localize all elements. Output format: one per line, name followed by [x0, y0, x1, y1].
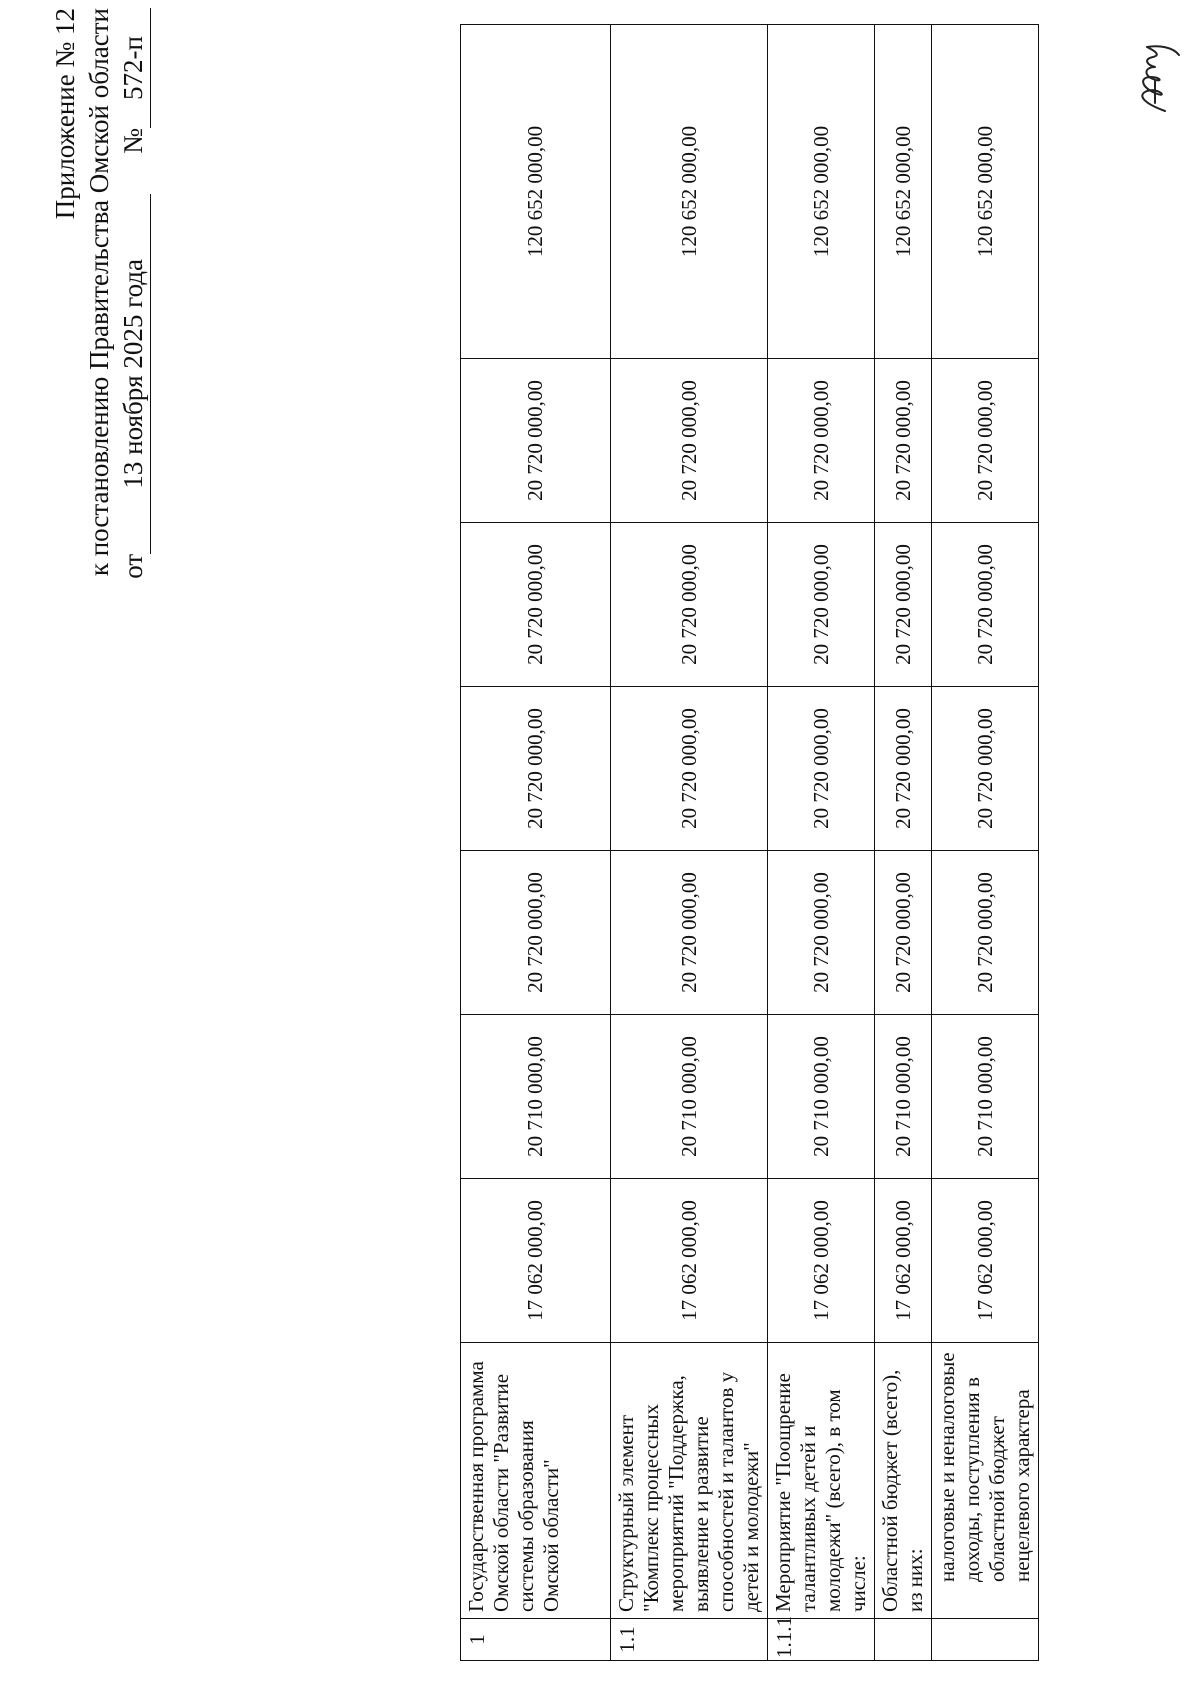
row-name: Областной бюджет (всего), из них: [875, 1343, 932, 1619]
value-cell: 20 720 000,00 [768, 523, 875, 687]
value-cell-total: 120 652 000,00 [768, 25, 875, 359]
value-cell: 17 062 000,00 [768, 1179, 875, 1343]
resolution-date: 13 ноября 2025 года [116, 194, 151, 554]
value-cell-total: 120 652 000,00 [932, 25, 1039, 359]
row-name: Мероприятие "Поощрение талантливых детей и молодежи" (всего), в том числе: [768, 1343, 875, 1619]
value-cell: 20 720 000,00 [768, 359, 875, 523]
value-cell: 20 720 000,00 [932, 687, 1039, 851]
value-cell: 20 720 000,00 [875, 851, 932, 1015]
value-cell: 20 720 000,00 [932, 523, 1039, 687]
value-cell: 20 720 000,00 [768, 687, 875, 851]
value-cell: 20 720 000,00 [768, 851, 875, 1015]
value-cell: 20 720 000,00 [461, 523, 611, 687]
date-number-line [116, 8, 151, 828]
value-cell: 20 710 000,00 [768, 1015, 875, 1179]
value-cell: 20 710 000,00 [461, 1015, 611, 1179]
date-prefix: от [118, 553, 148, 579]
value-cell: 17 062 000,00 [932, 1179, 1039, 1343]
document-header [48, 8, 151, 828]
value-cell-total: 120 652 000,00 [611, 25, 768, 359]
row-number: 1.1 [611, 1619, 768, 1661]
table-row [611, 25, 768, 1661]
row-name: Государственная программа Омской области "Развитие системы образования Омской области" [461, 1343, 611, 1619]
resolution-reference: к постановлению Правительства Омской области [84, 8, 114, 577]
value-cell: 20 720 000,00 [611, 359, 768, 523]
table-row [461, 25, 611, 1661]
table-row [932, 25, 1039, 1661]
number-prefix: № [118, 128, 148, 154]
value-cell: 20 720 000,00 [875, 359, 932, 523]
row-number [875, 1619, 932, 1661]
value-cell: 20 720 000,00 [932, 851, 1039, 1015]
value-cell: 20 720 000,00 [875, 523, 932, 687]
table-row [768, 25, 875, 1661]
row-name: налоговые и неналоговые доходы, поступления в областной бюджет нецелевого характера [932, 1343, 1039, 1619]
row-number [932, 1619, 1039, 1661]
value-cell: 20 720 000,00 [932, 359, 1039, 523]
table-row [875, 25, 932, 1661]
budget-table [460, 24, 1039, 1661]
value-cell: 17 062 000,00 [875, 1179, 932, 1343]
resolution-number: 572-п [116, 8, 151, 128]
value-cell-total: 120 652 000,00 [875, 25, 932, 359]
row-number: 1.1.1 [768, 1619, 875, 1661]
row-name: Структурный элемент "Комплекс процессных мероприятий "Поддержка, выявление и развитие способностей и талантов у детей и молодежи" [611, 1343, 768, 1619]
value-cell: 20 720 000,00 [875, 687, 932, 851]
value-cell-total: 120 652 000,00 [461, 25, 611, 359]
appendix-number: Приложение № 12 [50, 8, 80, 220]
signature-icon [1125, 27, 1190, 117]
value-cell: 20 710 000,00 [932, 1015, 1039, 1179]
value-cell: 20 710 000,00 [611, 1015, 768, 1179]
value-cell: 20 720 000,00 [611, 523, 768, 687]
value-cell: 20 720 000,00 [461, 851, 611, 1015]
value-cell: 20 710 000,00 [875, 1015, 932, 1179]
row-number: 1 [461, 1619, 611, 1661]
value-cell: 20 720 000,00 [611, 687, 768, 851]
value-cell: 17 062 000,00 [461, 1179, 611, 1343]
value-cell: 20 720 000,00 [611, 851, 768, 1015]
value-cell: 20 720 000,00 [461, 687, 611, 851]
value-cell: 20 720 000,00 [461, 359, 611, 523]
value-cell: 17 062 000,00 [611, 1179, 768, 1343]
